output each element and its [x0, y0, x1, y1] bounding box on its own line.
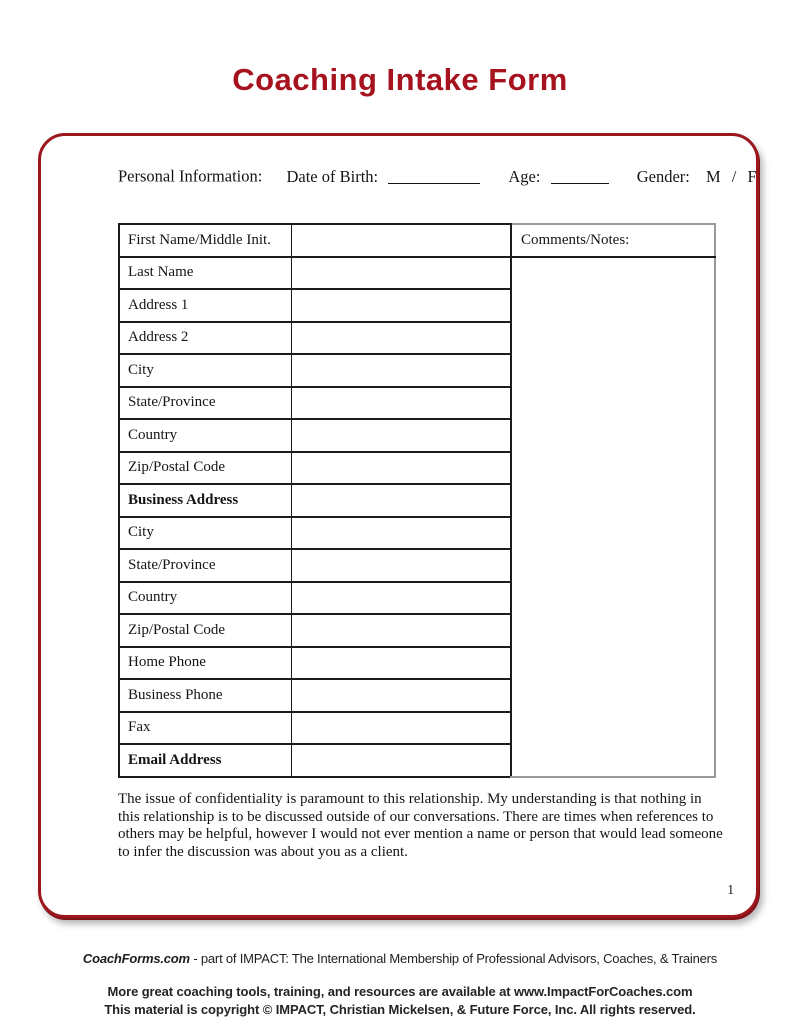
field-input-cell[interactable]	[291, 289, 511, 322]
field-label: Zip/Postal Code	[119, 614, 291, 647]
field-label: Country	[119, 582, 291, 615]
comments-notes-area[interactable]	[511, 257, 715, 777]
field-label: Last Name	[119, 257, 291, 290]
field-label: Business Phone	[119, 679, 291, 712]
footer-brand-line	[0, 951, 800, 966]
personal-info-label: Personal Information:	[118, 166, 263, 186]
field-input-cell[interactable]	[291, 484, 511, 517]
age-label: Age:	[508, 166, 541, 186]
field-input-cell[interactable]	[291, 354, 511, 387]
page-title: Coaching Intake Form	[232, 62, 568, 97]
date-of-birth-label: Date of Birth:	[286, 166, 379, 186]
field-input-cell[interactable]	[291, 517, 511, 550]
field-input-cell[interactable]	[291, 549, 511, 582]
table-row	[119, 257, 715, 290]
footer-copyright-line: This material is copyright © IMPACT, Christian Mickelsen, & Future Force, Inc. All rights reserved.	[104, 1002, 696, 1017]
table-row	[119, 224, 715, 257]
field-input-cell[interactable]	[291, 582, 511, 615]
field-label: Zip/Postal Code	[119, 452, 291, 485]
field-label: Address 1	[119, 289, 291, 322]
field-input-cell[interactable]	[291, 647, 511, 680]
field-input-cell[interactable]	[291, 419, 511, 452]
field-input-cell[interactable]	[291, 614, 511, 647]
form-border-box	[38, 133, 759, 918]
field-label: Fax	[119, 712, 291, 745]
personal-info-table	[118, 223, 716, 778]
field-label: State/Province	[119, 549, 291, 582]
footer-resources-line: More great coaching tools, training, and resources are available at www.ImpactForCoaches.com	[107, 984, 693, 999]
page-number: 1	[727, 882, 734, 897]
gender-options[interactable]: M / F	[705, 166, 757, 186]
field-label: Business Address	[119, 484, 291, 517]
personal-info-line	[118, 166, 757, 187]
field-input-cell[interactable]	[291, 679, 511, 712]
footer-brand-suffix: - part of IMPACT: The International Membership of Professional Advisors, Coaches, & Trainers	[189, 951, 718, 966]
field-label: Address 2	[119, 322, 291, 355]
field-input-cell[interactable]	[291, 712, 511, 745]
field-label: City	[119, 354, 291, 387]
gender-label: Gender:	[636, 166, 690, 186]
field-input-cell[interactable]	[291, 322, 511, 355]
field-input-cell[interactable]	[291, 387, 511, 420]
comments-notes-header: Comments/Notes:	[511, 224, 715, 257]
date-of-birth-blank-field[interactable]	[388, 168, 480, 184]
field-input-cell[interactable]	[291, 744, 511, 777]
field-label: Home Phone	[119, 647, 291, 680]
field-label: First Name/Middle Init.	[119, 224, 291, 257]
field-input-cell[interactable]	[291, 452, 511, 485]
personal-table-body	[119, 224, 715, 777]
field-label: State/Province	[119, 387, 291, 420]
field-input-cell[interactable]	[291, 224, 511, 257]
field-label: Country	[119, 419, 291, 452]
field-label: City	[119, 517, 291, 550]
field-input-cell[interactable]	[291, 257, 511, 290]
confidentiality-paragraph: The issue of confidentiality is paramount to this relationship. My understanding is that nothing in this relationship is to be discussed outside of our conversations. There are times when references to others may be helpful, however I would not ever mention a name or person that would lead someone to infer the discussion was about you as a client.	[118, 791, 723, 860]
coachforms-brand: CoachForms.com	[82, 951, 190, 966]
field-label: Email Address	[119, 744, 291, 777]
age-blank-field[interactable]	[551, 168, 609, 184]
